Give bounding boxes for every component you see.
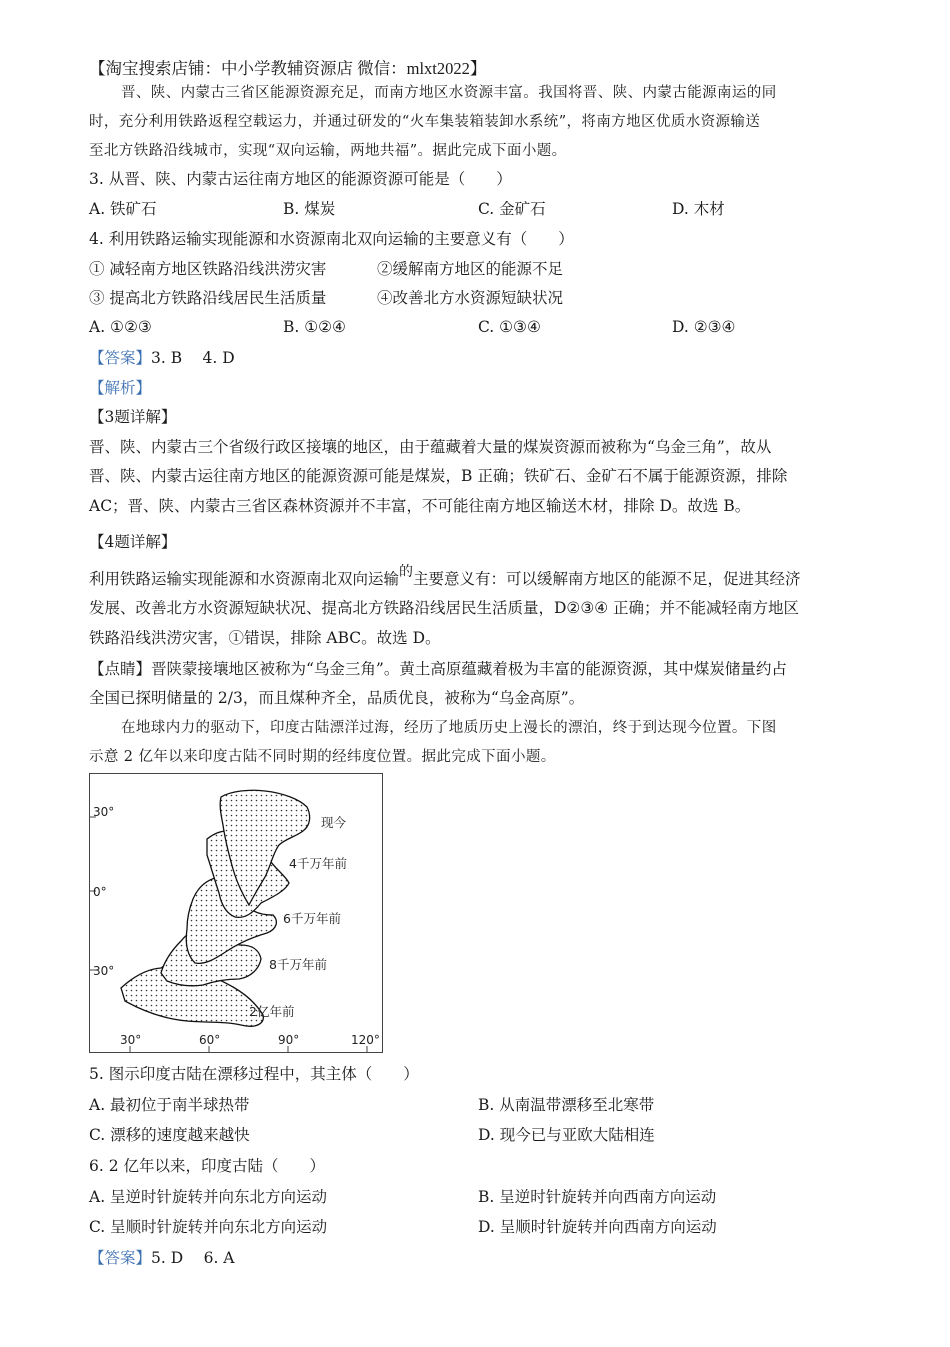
label-80ma: 8千万年前 [269,957,327,972]
q6-option-b: B. 呈逆时针旋转并向西南方向运动 [478,1188,717,1206]
q4-statement-1: ① 减轻南方地区铁路沿线洪涝灾害 [89,260,327,278]
lat-tick-30n: 30° [93,805,115,819]
q4-option-a: A. ①②③ [89,318,152,336]
q4-stem: 4. 利用铁路运输实现能源和水资源南北双向运输的主要意义有（ ） [89,230,574,248]
q3-detail-title: 【3题详解】 [89,408,177,426]
q5-stem: 5. 图示印度古陆在漂移过程中，其主体（ ） [89,1065,419,1083]
answer-text: 3. B 4. D [151,349,235,367]
q5-option-d: D. 现今已与亚欧大陆相连 [478,1126,655,1144]
intro2-line2: 示意 2 亿年以来印度古陆不同时期的经纬度位置。据此完成下面小题。 [89,749,556,765]
label-present: 现今 [321,815,347,830]
q3-stem: 3. 从晋、陕、内蒙古运往南方地区的能源资源可能是（ ） [89,170,512,188]
q6-option-d: D. 呈顺时针旋转并向西南方向运动 [478,1218,717,1236]
q3-detail-line1: 晋、陕、内蒙古三个省级行政区接壤的地区，由于蕴藏着大量的煤炭资源而被称为“乌金三角”，故从 [89,438,772,456]
q4-detail-line3: 铁路沿线洪涝灾害，①错误，排除 ABC。故选 D。 [89,629,441,647]
answer2-label: 【答案】 [89,1249,152,1267]
label-40ma: 4千万年前 [289,856,347,871]
q4-option-d: D. ②③④ [672,318,736,336]
answer-label: 【答案】 [89,349,152,367]
q4-detail-line2: 发展、改善北方水资源短缺状况、提高北方铁路沿线居民生活质量，D②③④ 正确；并不能减轻南方地区 [89,599,800,617]
q4-statement-3: ③ 提高北方铁路沿线居民生活质量 [89,289,327,307]
q3-option-d: D. 木材 [672,200,725,218]
tip-line1: 【点睛】晋陕蒙接壤地区被称为“乌金三角”。黄土高原蕴藏着极为丰富的能源资源，其中煤炭储量约占 [89,660,787,678]
q4-statement-4: ④改善北方水资源短缺状况 [377,289,564,307]
q6-stem: 6. 2 亿年以来，印度古陆（ ） [89,1157,326,1175]
q3-option-a: A. 铁矿石 [89,200,157,218]
q5-option-a: A. 最初位于南半球热带 [89,1096,250,1114]
intro1-line1: 晋、陕、内蒙古三省区能源资源充足，而南方地区水资源丰富。我国将晋、陕、内蒙古能源南运的同 [121,85,777,101]
lat-tick-30s: 30° [93,964,115,978]
q5-option-b: B. 从南温带漂移至北寒带 [478,1096,655,1114]
store-header: 【淘宝搜索店铺：中小学教辅资源店 微信：mlxt2022】 [89,59,487,78]
answer2-text: 5. D 6. A [151,1249,235,1267]
answer-block-2 [89,1247,235,1269]
label-60ma: 6千万年前 [283,911,341,926]
lon-tick-60: 60° [199,1033,221,1047]
intro1-line3: 至北方铁路沿线城市，实现“双向运输，两地共福”。据此完成下面小题。 [89,143,567,159]
q3-option-b: B. 煤炭 [283,200,336,218]
intro1-line2: 时，充分利用铁路返程空载运力，并通过研发的“火车集装箱装卸水系统”，将南方地区优质水资源输送 [89,114,761,130]
q4-option-b: B. ①②④ [283,318,346,336]
q4-detail-line1-a: 利用铁路运输实现能源和水资源南北双向运输 [89,570,400,588]
q4-option-c: C. ①③④ [478,318,541,336]
lon-tick-90: 90° [278,1033,300,1047]
q6-option-c: C. 呈顺时针旋转并向东北方向运动 [89,1218,328,1236]
lon-tick-30: 30° [120,1033,142,1047]
q4-detail-title: 【4题详解】 [89,533,177,551]
tip-line2: 全国已探明储量的 2/3，而且煤种齐全，品质优良，被称为“乌金高原”。 [89,689,585,707]
q4-detail-line1 [89,564,801,591]
q3-detail-line3: AC；晋、陕、内蒙古三省区森林资源并不丰富，不可能往南方地区输送木材，排除 D。故选 B。 [89,497,751,515]
analysis-label: 【解析】 [89,379,152,397]
drift-map-svg [89,773,383,1053]
lon-tick-120: 120° [351,1033,380,1047]
q4-statement-2: ②缓解南方地区的能源不足 [377,260,564,278]
q4-detail-line1-c: 主要意义有：可以缓解南方地区的能源不足，促进其经济 [413,570,801,588]
intro2-line1: 在地球内力的驱动下，印度古陆漂洋过海，经历了地质历史上漫长的漂泊，终于到达现今位置。下图 [121,720,777,736]
q4-detail-line1-raised-char: 的 [399,564,414,580]
answer-block-1 [89,347,235,369]
india-drift-map [89,773,383,1053]
label-200ma: 2亿年前 [249,1004,295,1019]
q5-option-c: C. 漂移的速度越来越快 [89,1126,250,1144]
q6-option-a: A. 呈逆时针旋转并向东北方向运动 [89,1188,328,1206]
q3-option-c: C. 金矿石 [478,200,546,218]
lat-tick-0: 0° [93,885,107,899]
q3-detail-line2: 晋、陕、内蒙古运往南方地区的能源资源可能是煤炭，B 正确；铁矿石、金矿石不属于能源资源，排除 [89,467,788,485]
